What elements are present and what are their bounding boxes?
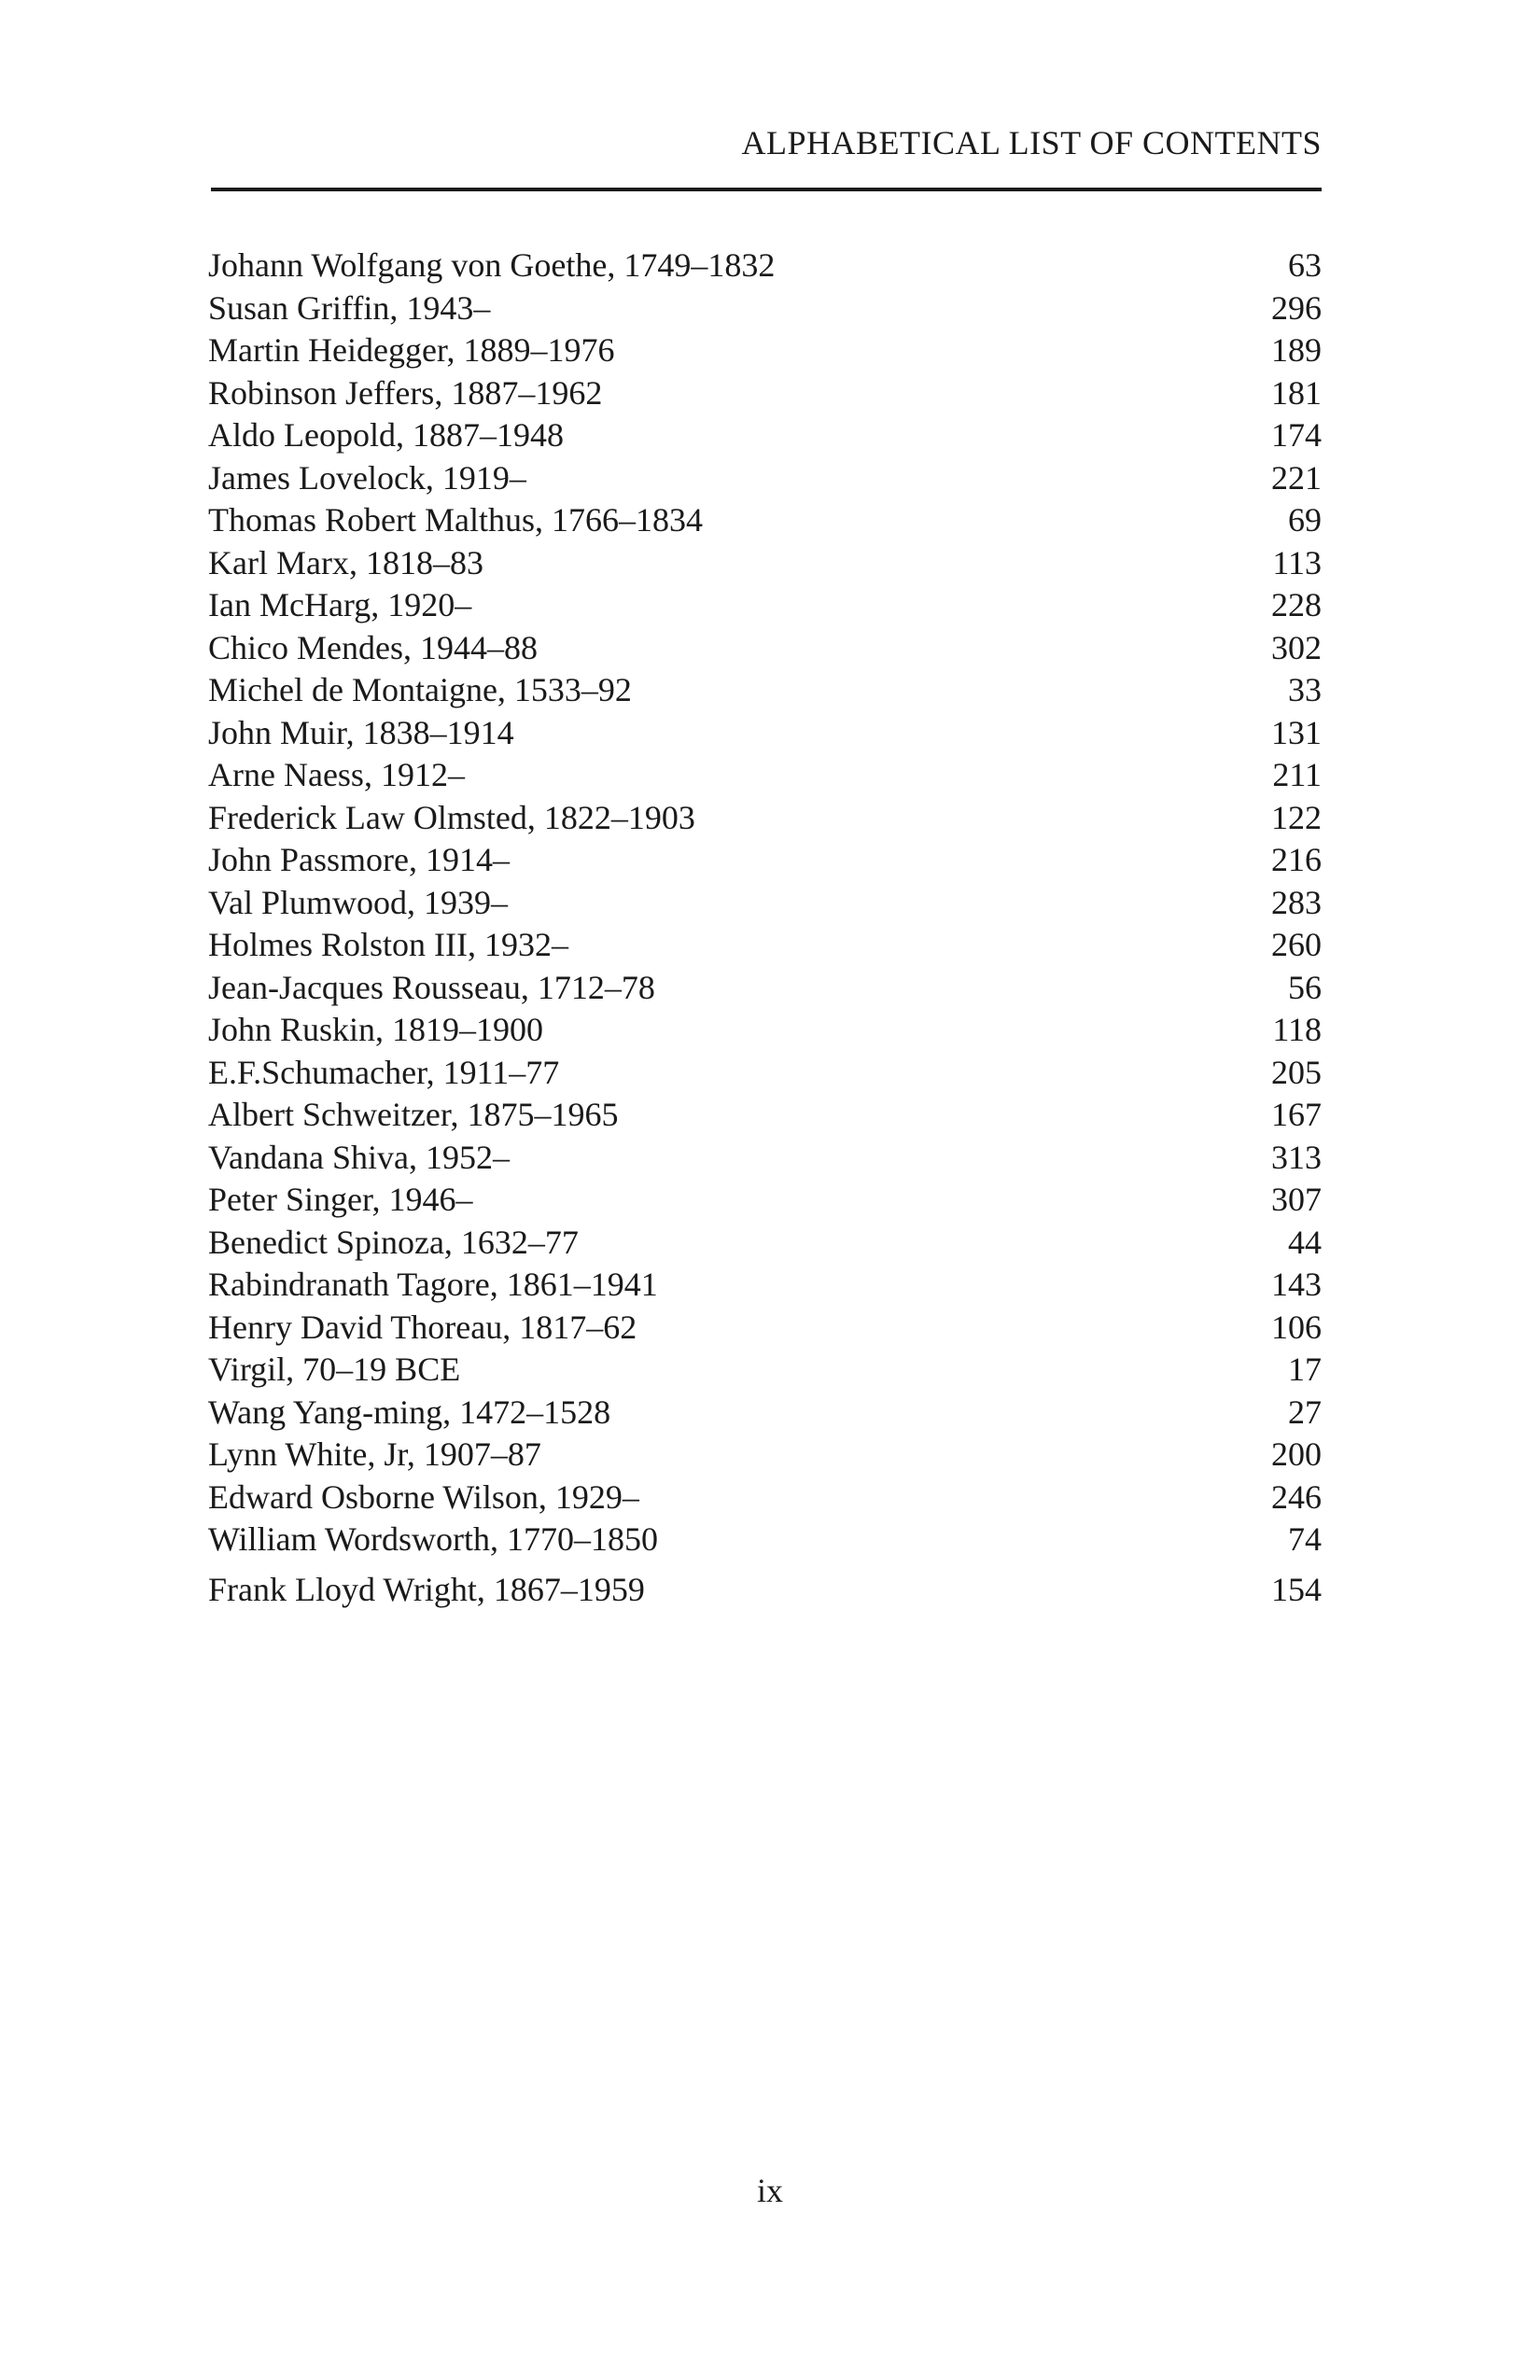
contents-entry <box>208 924 1322 967</box>
entry-page-number: 296 <box>1271 288 1322 327</box>
entry-page-number: 189 <box>1271 331 1322 369</box>
contents-entry <box>208 329 1322 372</box>
contents-entry <box>208 967 1322 1010</box>
running-head: ALPHABETICAL LIST OF CONTENTS <box>741 124 1322 161</box>
entry-page-number: 56 <box>1288 968 1322 1006</box>
entry-name: Edward Osborne Wilson, 1929– <box>208 1477 639 1516</box>
entry-page-number: 118 <box>1272 1011 1322 1048</box>
contents-entry <box>208 839 1322 882</box>
contents-list <box>208 245 1322 1611</box>
entry-name: Susan Griffin, 1943– <box>208 288 491 327</box>
entry-name: Benedict Spinoza, 1632–77 <box>208 1223 579 1261</box>
entry-page-number: 211 <box>1272 756 1322 793</box>
entry-page-number: 313 <box>1271 1138 1322 1176</box>
entry-page-number: 302 <box>1271 628 1322 666</box>
contents-entry <box>208 1519 1322 1561</box>
contents-entry <box>208 499 1322 542</box>
contents-entry <box>208 712 1322 755</box>
entry-page-number: 44 <box>1288 1223 1322 1261</box>
entry-page-number: 181 <box>1271 373 1322 412</box>
entry-page-number: 106 <box>1271 1308 1322 1346</box>
entry-name: Arne Naess, 1912– <box>208 756 465 793</box>
entry-page-number: 260 <box>1271 926 1322 963</box>
contents-entry <box>208 287 1322 330</box>
entry-name: Holmes Rolston III, 1932– <box>208 926 568 963</box>
contents-entry <box>208 457 1322 500</box>
entry-page-number: 221 <box>1271 458 1322 497</box>
entry-name: Robinson Jeffers, 1887–1962 <box>208 373 603 412</box>
contents-entry <box>208 1434 1322 1477</box>
contents-entry <box>208 1222 1322 1265</box>
entry-name: Val Plumwood, 1939– <box>208 883 509 921</box>
entry-name: Vandana Shiva, 1952– <box>208 1138 510 1176</box>
entry-page-number: 205 <box>1271 1053 1322 1091</box>
contents-entry <box>208 1392 1322 1435</box>
entry-name: Michel de Montaigne, 1533–92 <box>208 671 632 708</box>
contents-entry <box>208 882 1322 925</box>
entry-page-number: 131 <box>1271 713 1322 751</box>
contents-entry <box>208 1307 1322 1350</box>
entry-name: Albert Schweitzer, 1875–1965 <box>208 1096 619 1133</box>
entry-page-number: 69 <box>1288 501 1322 539</box>
entry-page-number: 283 <box>1271 883 1322 921</box>
entry-name: John Passmore, 1914– <box>208 841 510 878</box>
entry-name: Thomas Robert Malthus, 1766–1834 <box>208 501 703 539</box>
contents-entry <box>208 1349 1322 1392</box>
entry-name: Frederick Law Olmsted, 1822–1903 <box>208 798 695 836</box>
contents-entry <box>208 542 1322 585</box>
contents-entry <box>208 584 1322 627</box>
entry-page-number: 74 <box>1288 1520 1322 1558</box>
contents-entry <box>208 414 1322 457</box>
contents-entry <box>208 1137 1322 1180</box>
header-rule <box>211 188 1322 191</box>
entry-page-number: 143 <box>1271 1266 1322 1303</box>
contents-entry <box>208 1094 1322 1137</box>
entry-name: Virgil, 70–19 BCE <box>208 1351 461 1388</box>
entry-page-number: 17 <box>1288 1351 1322 1388</box>
entry-page-number: 33 <box>1288 671 1322 708</box>
entry-name: William Wordsworth, 1770–1850 <box>208 1520 658 1558</box>
entry-name: Wang Yang-ming, 1472–1528 <box>208 1393 611 1431</box>
contents-entry <box>208 754 1322 797</box>
contents-entry <box>208 245 1322 287</box>
entry-name: Frank Lloyd Wright, 1867–1959 <box>208 1570 645 1608</box>
contents-entry <box>208 797 1322 840</box>
entry-name: Aldo Leopold, 1887–1948 <box>208 416 564 454</box>
entry-name: Jean-Jacques Rousseau, 1712–78 <box>208 968 655 1006</box>
contents-entry <box>208 1009 1322 1052</box>
entry-name: Lynn White, Jr, 1907–87 <box>208 1435 541 1473</box>
entry-name: Johann Wolfgang von Goethe, 1749–1832 <box>208 246 776 284</box>
entry-page-number: 154 <box>1271 1570 1322 1608</box>
contents-entry <box>208 372 1322 415</box>
entry-name: Rabindranath Tagore, 1861–1941 <box>208 1266 658 1303</box>
entry-page-number: 122 <box>1271 798 1322 836</box>
entry-name: Peter Singer, 1946– <box>208 1181 473 1218</box>
entry-page-number: 307 <box>1271 1181 1322 1218</box>
entry-page-number: 63 <box>1288 246 1322 284</box>
entry-name: Henry David Thoreau, 1817–62 <box>208 1308 637 1346</box>
contents-entry <box>208 1179 1322 1222</box>
entry-page-number: 228 <box>1271 586 1322 623</box>
entry-page-number: 200 <box>1271 1435 1322 1473</box>
entry-page-number: 27 <box>1288 1393 1322 1431</box>
contents-entry <box>208 1052 1322 1095</box>
contents-entry <box>208 1477 1322 1519</box>
entry-page-number: 167 <box>1271 1096 1322 1133</box>
entry-page-number: 174 <box>1271 416 1322 454</box>
entry-name: John Ruskin, 1819–1900 <box>208 1011 544 1048</box>
entry-page-number: 216 <box>1271 841 1322 878</box>
entry-name: Ian McHarg, 1920– <box>208 586 472 623</box>
entry-page-number: 246 <box>1271 1477 1322 1516</box>
entry-name: James Lovelock, 1919– <box>208 458 526 497</box>
page-folio: ix <box>756 2172 783 2209</box>
entry-name: Karl Marx, 1818–83 <box>208 543 483 581</box>
contents-entry <box>208 1569 1322 1612</box>
entry-name: E.F.Schumacher, 1911–77 <box>208 1053 560 1091</box>
contents-entry <box>208 669 1322 712</box>
entry-page-number: 113 <box>1272 543 1322 581</box>
entry-name: John Muir, 1838–1914 <box>208 713 514 751</box>
contents-entry <box>208 1264 1322 1307</box>
contents-entry <box>208 627 1322 670</box>
entry-name: Chico Mendes, 1944–88 <box>208 628 538 666</box>
entry-name: Martin Heidegger, 1889–1976 <box>208 331 615 369</box>
